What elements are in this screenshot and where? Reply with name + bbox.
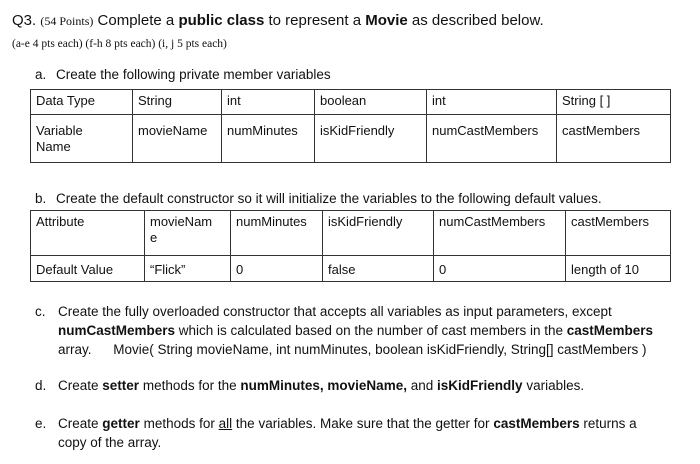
bold-is-kid-friendly: isKidFriendly — [437, 378, 523, 393]
intro-bold-public-class: public class — [178, 12, 265, 29]
bold-cast-members: castMembers — [493, 416, 580, 431]
table-cell: String — [133, 90, 222, 115]
bold-getter: getter — [102, 416, 140, 431]
part-e — [35, 415, 690, 459]
cell-line: movieNam — [150, 214, 213, 229]
constructor-signature: Movie( String movieName, int numMinutes, boolean isKidFriendly, String[] castMembers ) — [113, 342, 647, 357]
part-c-line-1 — [58, 303, 612, 321]
table-cell: 0 — [231, 256, 323, 282]
table-cell: Data Type — [31, 90, 133, 115]
table-cell: Attribute — [31, 211, 145, 256]
part-a-text: Create the following private member variables — [56, 67, 331, 82]
table-row — [31, 115, 671, 163]
table-cell: numMinutes — [231, 211, 323, 256]
table-cell: Default Value — [31, 256, 145, 282]
table-row — [31, 90, 671, 115]
table-cell: int — [427, 90, 557, 115]
table-cell: 0 — [434, 256, 566, 282]
part-c-line-3 — [58, 341, 646, 359]
part-e-text: the variables. Make sure that the getter for — [235, 416, 490, 431]
cell-line: Variable — [36, 123, 83, 138]
cell-line: e — [150, 230, 158, 246]
intro-text-end: as described below. — [411, 12, 544, 29]
question-number: Q3. — [12, 12, 37, 29]
part-d-text: methods for the — [142, 378, 237, 393]
default-values-table — [30, 210, 671, 282]
part-c-text: which is calculated based on the number of cast members in the — [178, 323, 563, 338]
underline-all: all — [218, 416, 233, 431]
part-e-text: methods for — [143, 416, 215, 431]
part-d — [35, 377, 690, 397]
part-e-line-2 — [58, 434, 161, 452]
table-cell: castMembers — [557, 115, 671, 163]
bold-setter-fields: numMinutes, movieName, — [240, 378, 407, 393]
part-d-text: and — [410, 378, 434, 393]
part-b-heading — [35, 191, 602, 206]
table-cell: numCastMembers — [427, 115, 557, 163]
part-c-line-2 — [58, 322, 653, 340]
part-b-label: b. — [35, 191, 47, 206]
grading-note: (a-e 4 pts each) (f-h 8 pts each) (i, j 5 pts each) — [12, 38, 227, 50]
table-cell: String [ ] — [557, 90, 671, 115]
table-cell: false — [323, 256, 434, 282]
bold-cast-members: castMembers — [566, 323, 654, 338]
part-d-text: variables. — [526, 378, 585, 393]
table-cell: int — [222, 90, 315, 115]
part-e-line-1 — [58, 415, 637, 433]
table-row — [31, 211, 671, 256]
bold-num-cast-members: numCastMembers — [58, 323, 176, 338]
part-d-label: d. — [35, 378, 47, 393]
part-e-text: Create — [58, 416, 99, 431]
part-c-text: array. — [58, 342, 92, 357]
intro-bold-movie: Movie — [365, 12, 408, 29]
table-cell: boolean — [315, 90, 427, 115]
part-a-label: a. — [35, 67, 47, 82]
part-e-label: e. — [35, 416, 47, 431]
question-title — [12, 12, 544, 29]
part-d-line — [58, 377, 584, 395]
bold-setter: setter — [102, 378, 140, 393]
intro-text: Complete a — [97, 12, 175, 29]
table-cell: “Flick” — [145, 256, 231, 282]
table-cell: castMembers — [566, 211, 671, 256]
table-cell: movieName — [133, 115, 222, 163]
intro-text-mid: to represent a — [268, 12, 362, 29]
table-row — [31, 256, 671, 282]
table-cell: numMinutes — [222, 115, 315, 163]
member-variables-table — [30, 89, 671, 163]
question-points: (54 Points) — [40, 14, 94, 28]
part-e-text: returns a — [583, 416, 637, 431]
part-c-text: Create the fully overloaded constructor that accepts all variables as input parameters, except — [58, 304, 612, 319]
part-b-text: Create the default constructor so it will initialize the variables to the following default values. — [56, 191, 602, 206]
part-c — [35, 303, 690, 363]
table-cell: isKidFriendly — [315, 115, 427, 163]
table-row-header — [31, 115, 133, 163]
cell-line: Name — [36, 139, 71, 155]
part-d-text: Create — [58, 378, 99, 393]
part-e-text: copy of the array. — [58, 435, 162, 450]
part-c-label: c. — [35, 304, 46, 319]
table-cell: isKidFriendly — [323, 211, 434, 256]
table-cell: numCastMembers — [434, 211, 566, 256]
part-a-heading — [35, 67, 331, 82]
table-cell: length of 10 — [566, 256, 671, 282]
table-cell — [145, 211, 231, 256]
